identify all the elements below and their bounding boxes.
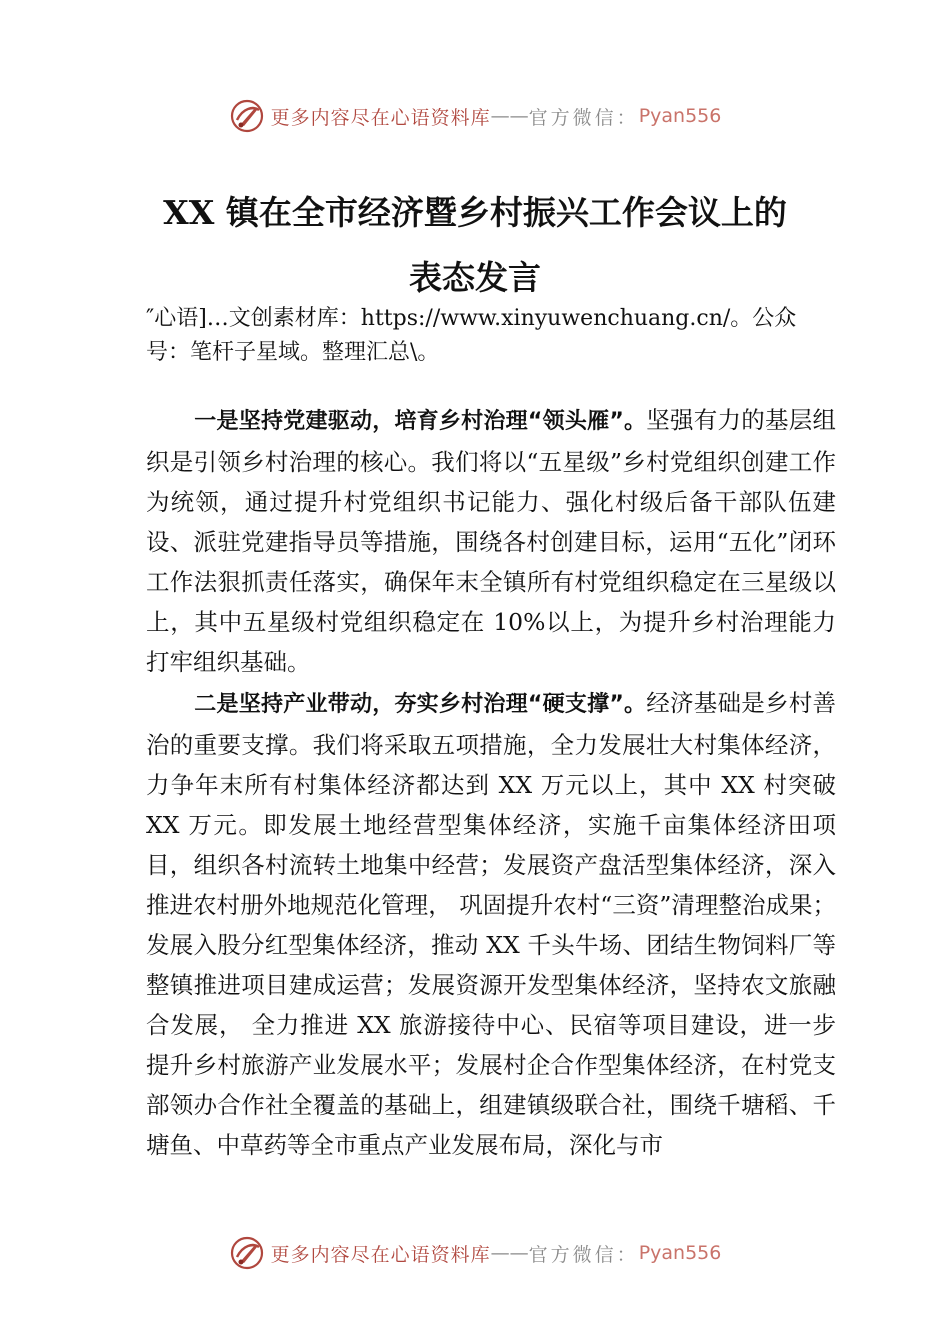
paragraph-2-lead: 二是坚持产业带动，夯实乡村治理“硬支撑”。 (194, 692, 647, 717)
watermark-wechat-label: 官方微信： (528, 106, 639, 129)
document-title-line2: 表态发言 (409, 258, 541, 297)
paragraph-1 (146, 400, 836, 682)
watermark-text: 更多内容尽在心语资料库 (270, 106, 491, 129)
document-title-line1: XX 镇在全市经济暨乡村振兴工作会议上的 (163, 193, 787, 232)
source-note: ″心语]…文创素材库：https://www.xinyuwenchuang.cn/。公众号：笔杆子星域。整理汇总\。 (146, 306, 797, 365)
watermark-wechat-id: Pyan556 (638, 1242, 722, 1264)
watermark-text: 更多内容尽在心语资料库 (270, 1243, 491, 1266)
paragraph-2-body: 经济基础是乡村善治的重要支撑。我们将采取五项措施，全力发展壮大村集体经济，力争年末所有村集体经济都达到 XX 万元以上，其中 XX 村突破 XX 万元。即发展土地经营型集体经济，实施千亩集体经济田项目，组织各村流转土地集中经营；发展资产盘活型集体经济，深入推进农村册外地规范化管理， 巩固提升农村“三资”清理整治成果；发展入股分红型集体经济，推动 XX 千头牛场、团结生物饲料厂等整镇推进项目建成运营；发展资源开发型集体经济，坚持农文旅融合发展， 全力推进 XX 旅游接待中心、民宿等项目建设，进一步提升乡村旅游产业发展水平；发展村企合作型集体经济，在村党支部领办合作社全覆盖的基础上，组建镇级联合社，围绕千塘稻、千塘鱼、中草药等全市重点产业发展布局，深化与市 (146, 689, 837, 1159)
brush-logo-icon (229, 98, 265, 134)
watermark-separator: —— (490, 105, 529, 127)
paragraph-2 (146, 683, 836, 1165)
paragraph-1-lead: 一是坚持党建驱动，培育乡村治理“领头雁”。 (194, 409, 647, 434)
brush-logo-icon (229, 1235, 265, 1271)
paragraph-1-body: 坚强有力的基层组织是引领乡村治理的核心。我们将以“五星级”乡村党组织创建工作为统领，通过提升村党组织书记能力、强化村级后备干部队伍建设、派驻党建指导员等措施，围绕各村创建目标，运用“五化”闭环工作法狠抓责任落实，确保年末全镇所有村党组织稳定在三星级以上，其中五星级村党组织稳定在 10%以上，为提升乡村治理能力打牢组织基础。 (146, 406, 837, 676)
watermark-footer (0, 1233, 950, 1273)
watermark-wechat-label: 官方微信： (528, 1243, 639, 1266)
watermark-header (0, 96, 950, 136)
watermark-separator: —— (490, 1242, 529, 1264)
watermark-wechat-id: Pyan556 (638, 105, 722, 127)
